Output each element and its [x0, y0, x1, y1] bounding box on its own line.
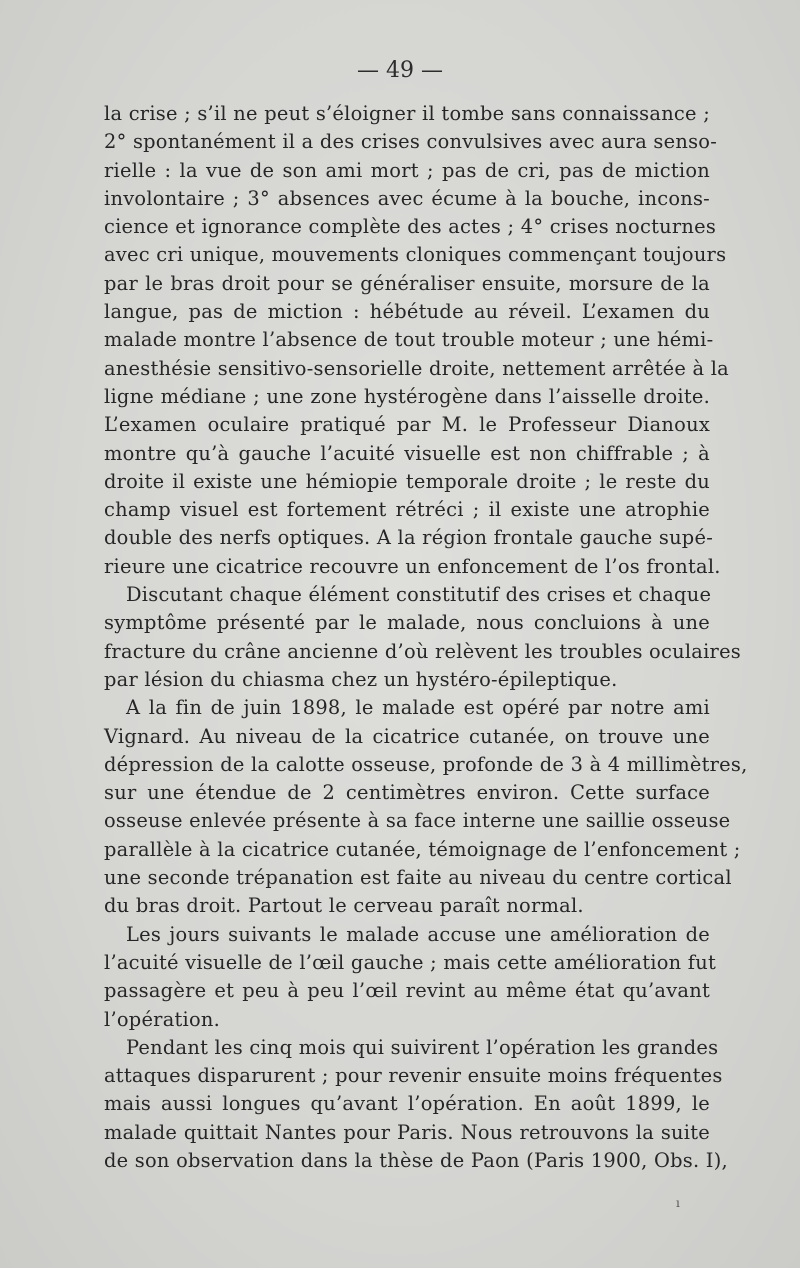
text-line: rielle : la vue de son ami mort ; pas de cri, pas de miction — [104, 158, 710, 182]
paragraph — [104, 100, 729, 581]
text-line: de son observation dans la thèse de Paon (Paris 1900, Obs. I), — [104, 1148, 728, 1172]
text-line: l’opération. — [104, 1007, 221, 1031]
text-line: passagère et peu à peu l’œil revint au même état qu’avant — [104, 979, 710, 1003]
text-line: involontaire ; 3° absences avec écume à la bouche, incons- — [104, 186, 710, 210]
body-text — [104, 100, 748, 1175]
text-line: montre qu’à gauche l’acuité visuelle est non chiffrable ; à — [104, 441, 710, 465]
paragraph — [104, 694, 748, 920]
text-line: dépression de la calotte osseuse, profonde de 3 à 4 millimètres, — [104, 752, 748, 776]
text-line: rieure une cicatrice recouvre un enfoncement de l’os frontal. — [104, 554, 721, 578]
text-line: par le bras droit pour se généraliser ensuite, morsure de la — [104, 271, 710, 295]
text-line: parallèle à la cicatrice cutanée, témoignage de l’enfoncement ; — [104, 837, 741, 861]
text-line: symptôme présenté par le malade, nous concluions à une — [104, 611, 710, 635]
text-line: fracture du crâne ancienne d’où relèvent les troubles oculaires — [104, 639, 741, 663]
paragraph — [104, 921, 717, 1034]
text-line: double des nerfs optiques. A la région frontale gauche supé- — [104, 526, 713, 550]
text-line: la crise ; s’il ne peut s’éloigner il tombe sans connaissance ; — [104, 102, 710, 125]
text-line: ligne médiane ; une zone hystérogène dans l’aisselle droite. — [104, 384, 710, 408]
paragraph — [104, 581, 741, 694]
text-line: Vignard. Au niveau de la cicatrice cutanée, on trouve une — [104, 724, 710, 748]
paragraph — [104, 1034, 728, 1175]
text-line: cience et ignorance complète des actes ; 4° crises nocturnes — [104, 215, 717, 239]
footer-mark: ı — [676, 1196, 680, 1210]
text-line: osseuse enlevée présente à sa face interne une saillie osseuse — [104, 809, 731, 833]
text-line: 2° spontanément il a des crises convulsives avec aura senso- — [104, 130, 718, 154]
text-line: malade montre l’absence de tout trouble moteur ; une hémi- — [104, 328, 714, 352]
page-number: — 49 — — [357, 58, 443, 83]
text-line: du bras droit. Partout le cerveau paraît normal. — [104, 894, 584, 918]
text-line: Pendant les cinq mois qui suivirent l’opération les grandes — [126, 1035, 719, 1059]
text-line: l’acuité visuelle de l’œil gauche ; mais cette amélioration fut — [104, 950, 717, 974]
text-line: mais aussi longues qu’avant l’opération. En août 1899, le — [104, 1092, 710, 1116]
text-line: Discutant chaque élément constitutif des crises et chaque — [126, 583, 712, 607]
text-line: une seconde trépanation est faite au niveau du centre cortical — [104, 866, 732, 890]
text-line: attaques disparurent ; pour revenir ensuite moins fréquentes — [104, 1064, 723, 1088]
text-line: sur une étendue de 2 centimètres environ. Cette surface — [104, 781, 710, 805]
text-line: A la fin de juin 1898, le malade est opéré par notre ami — [126, 696, 710, 720]
text-line: avec cri unique, mouvements cloniques commençant toujours — [104, 243, 727, 267]
text-line: droite il existe une hémiopie temporale droite ; le reste du — [104, 469, 710, 493]
text-line: par lésion du chiasma chez un hystéro-épileptique. — [104, 667, 618, 691]
text-line: langue, pas de miction : hébétude au réveil. L’examen du — [104, 300, 710, 324]
text-line: Les jours suivants le malade accuse une amélioration de — [126, 922, 710, 946]
text-line: malade quittait Nantes pour Paris. Nous retrouvons la suite — [104, 1120, 710, 1144]
text-line: L’examen oculaire pratiqué par M. le Professeur Dianoux — [104, 413, 710, 437]
text-line: anesthésie sensitivo-sensorielle droite, nettement arrêtée à la — [104, 356, 729, 380]
text-line: champ visuel est fortement rétréci ; il existe une atrophie — [104, 498, 710, 522]
